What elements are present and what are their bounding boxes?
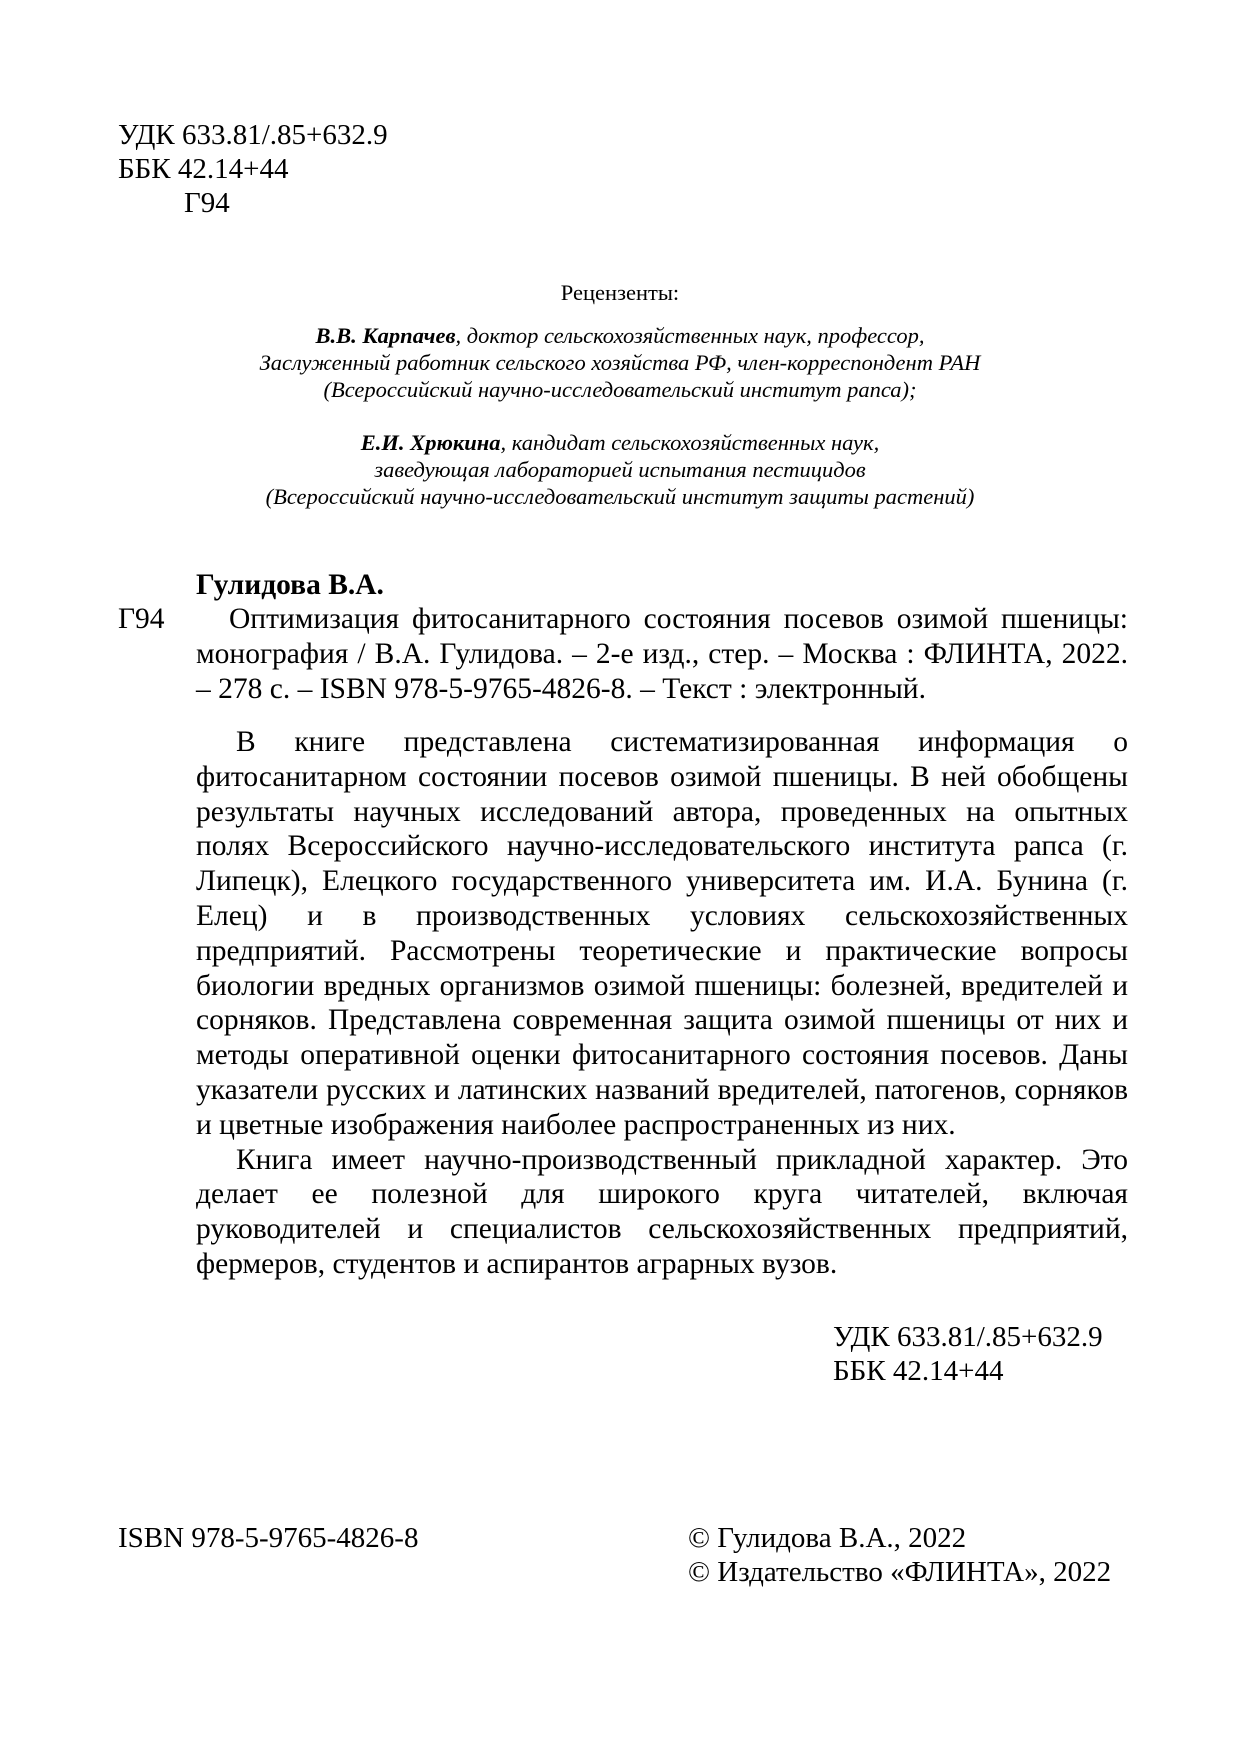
isbn: ISBN 978-5-9765-4826-8	[118, 1522, 419, 1554]
copyright-author: © Гулидова В.А., 2022	[688, 1522, 967, 1554]
udk-code: УДК 633.81/.85+632.9	[118, 119, 388, 151]
reviewer-1-name: В.В. Карпачев	[315, 323, 456, 348]
reviewer-1-title: , доктор сельскохозяйственных наук, профессор,	[455, 323, 925, 348]
bibliographic-description	[196, 602, 1128, 706]
classification-top	[118, 118, 388, 220]
copyright-publisher: © Издательство «ФЛИНТА», 2022	[688, 1556, 1112, 1588]
classification-bottom	[833, 1320, 1103, 1388]
reviewer-2-line-1	[140, 429, 1100, 456]
book-author: Гулидова В.А.	[196, 569, 384, 601]
bibliographic-text: Оптимизация фитосанитарного состояния посевов озимой пшеницы: монография / В.А. Гулидова. – 2-е изд., стер. – Москва : ФЛИНТА, 2022. – 278 с. – ISBN 978-5-9765-4826-8. – Текст : электронный.	[196, 603, 1128, 705]
reviewer-2-line-3: (Всероссийский научно-исследовательский институт защиты растений)	[265, 484, 975, 509]
udk-code-bottom: УДК 633.81/.85+632.9	[833, 1321, 1103, 1353]
copyright-block	[688, 1521, 1111, 1589]
bbk-code-bottom: ББК 42.14+44	[833, 1355, 1004, 1387]
reviewer-1-line-1	[140, 322, 1100, 349]
reviewer-2-name: Е.И. Хрюкина	[360, 430, 501, 455]
reviewer-2	[140, 429, 1100, 510]
reviewer-2-line-2: заведующая лабораторией испытания пестицидов	[374, 457, 866, 482]
abstract	[196, 725, 1128, 1282]
reviewer-1-line-2: Заслуженный работник сельского хозяйства РФ, член-корреспондент РАН	[259, 350, 981, 375]
abstract-paragraph-1: В книге представлена систематизированная информация о фитосанитарном состоянии посевов озимой пшеницы. В ней обобщены результаты научных исследований автора, проведенных на опытных полях Всероссийского научно-исследовательского института рапса (г. Липецк), Елецкого государственного университета им. И.А. Бунина (г. Елец) и в производственных условиях сельскохозяйственных предприятий. Рассмотрены теоретические и практические вопросы биологии вредных организмов озимой пшеницы: болезней, вредителей и сорняков. Представлена современная защита озимой пшеницы от них и методы оперативной оценки фитосанитарного состояния посевов. Даны указатели русских и латинских названий вредителей, патогенов, сорняков и цветные изображения наиболее распространенных из них.	[196, 726, 1128, 1141]
bibliography-author-mark: Г94	[118, 603, 165, 635]
abstract-paragraph-2: Книга имеет научно-производственный прикладной характер. Это делает ее полезной для широкого круга читателей, включая руководителей и специалистов сельскохозяйственных предприятий, фермеров, студентов и аспирантов аграрных вузов.	[196, 1143, 1128, 1280]
author-mark: Г94	[184, 187, 230, 219]
reviewer-1	[140, 322, 1100, 403]
reviewer-2-title: , кандидат сельскохозяйственных наук,	[500, 430, 880, 455]
reviewers-heading: Рецензенты:	[560, 280, 680, 305]
bbk-code: ББК 42.14+44	[118, 153, 289, 185]
reviewer-1-line-3: (Всероссийский научно-исследовательский институт рапса);	[323, 377, 917, 402]
